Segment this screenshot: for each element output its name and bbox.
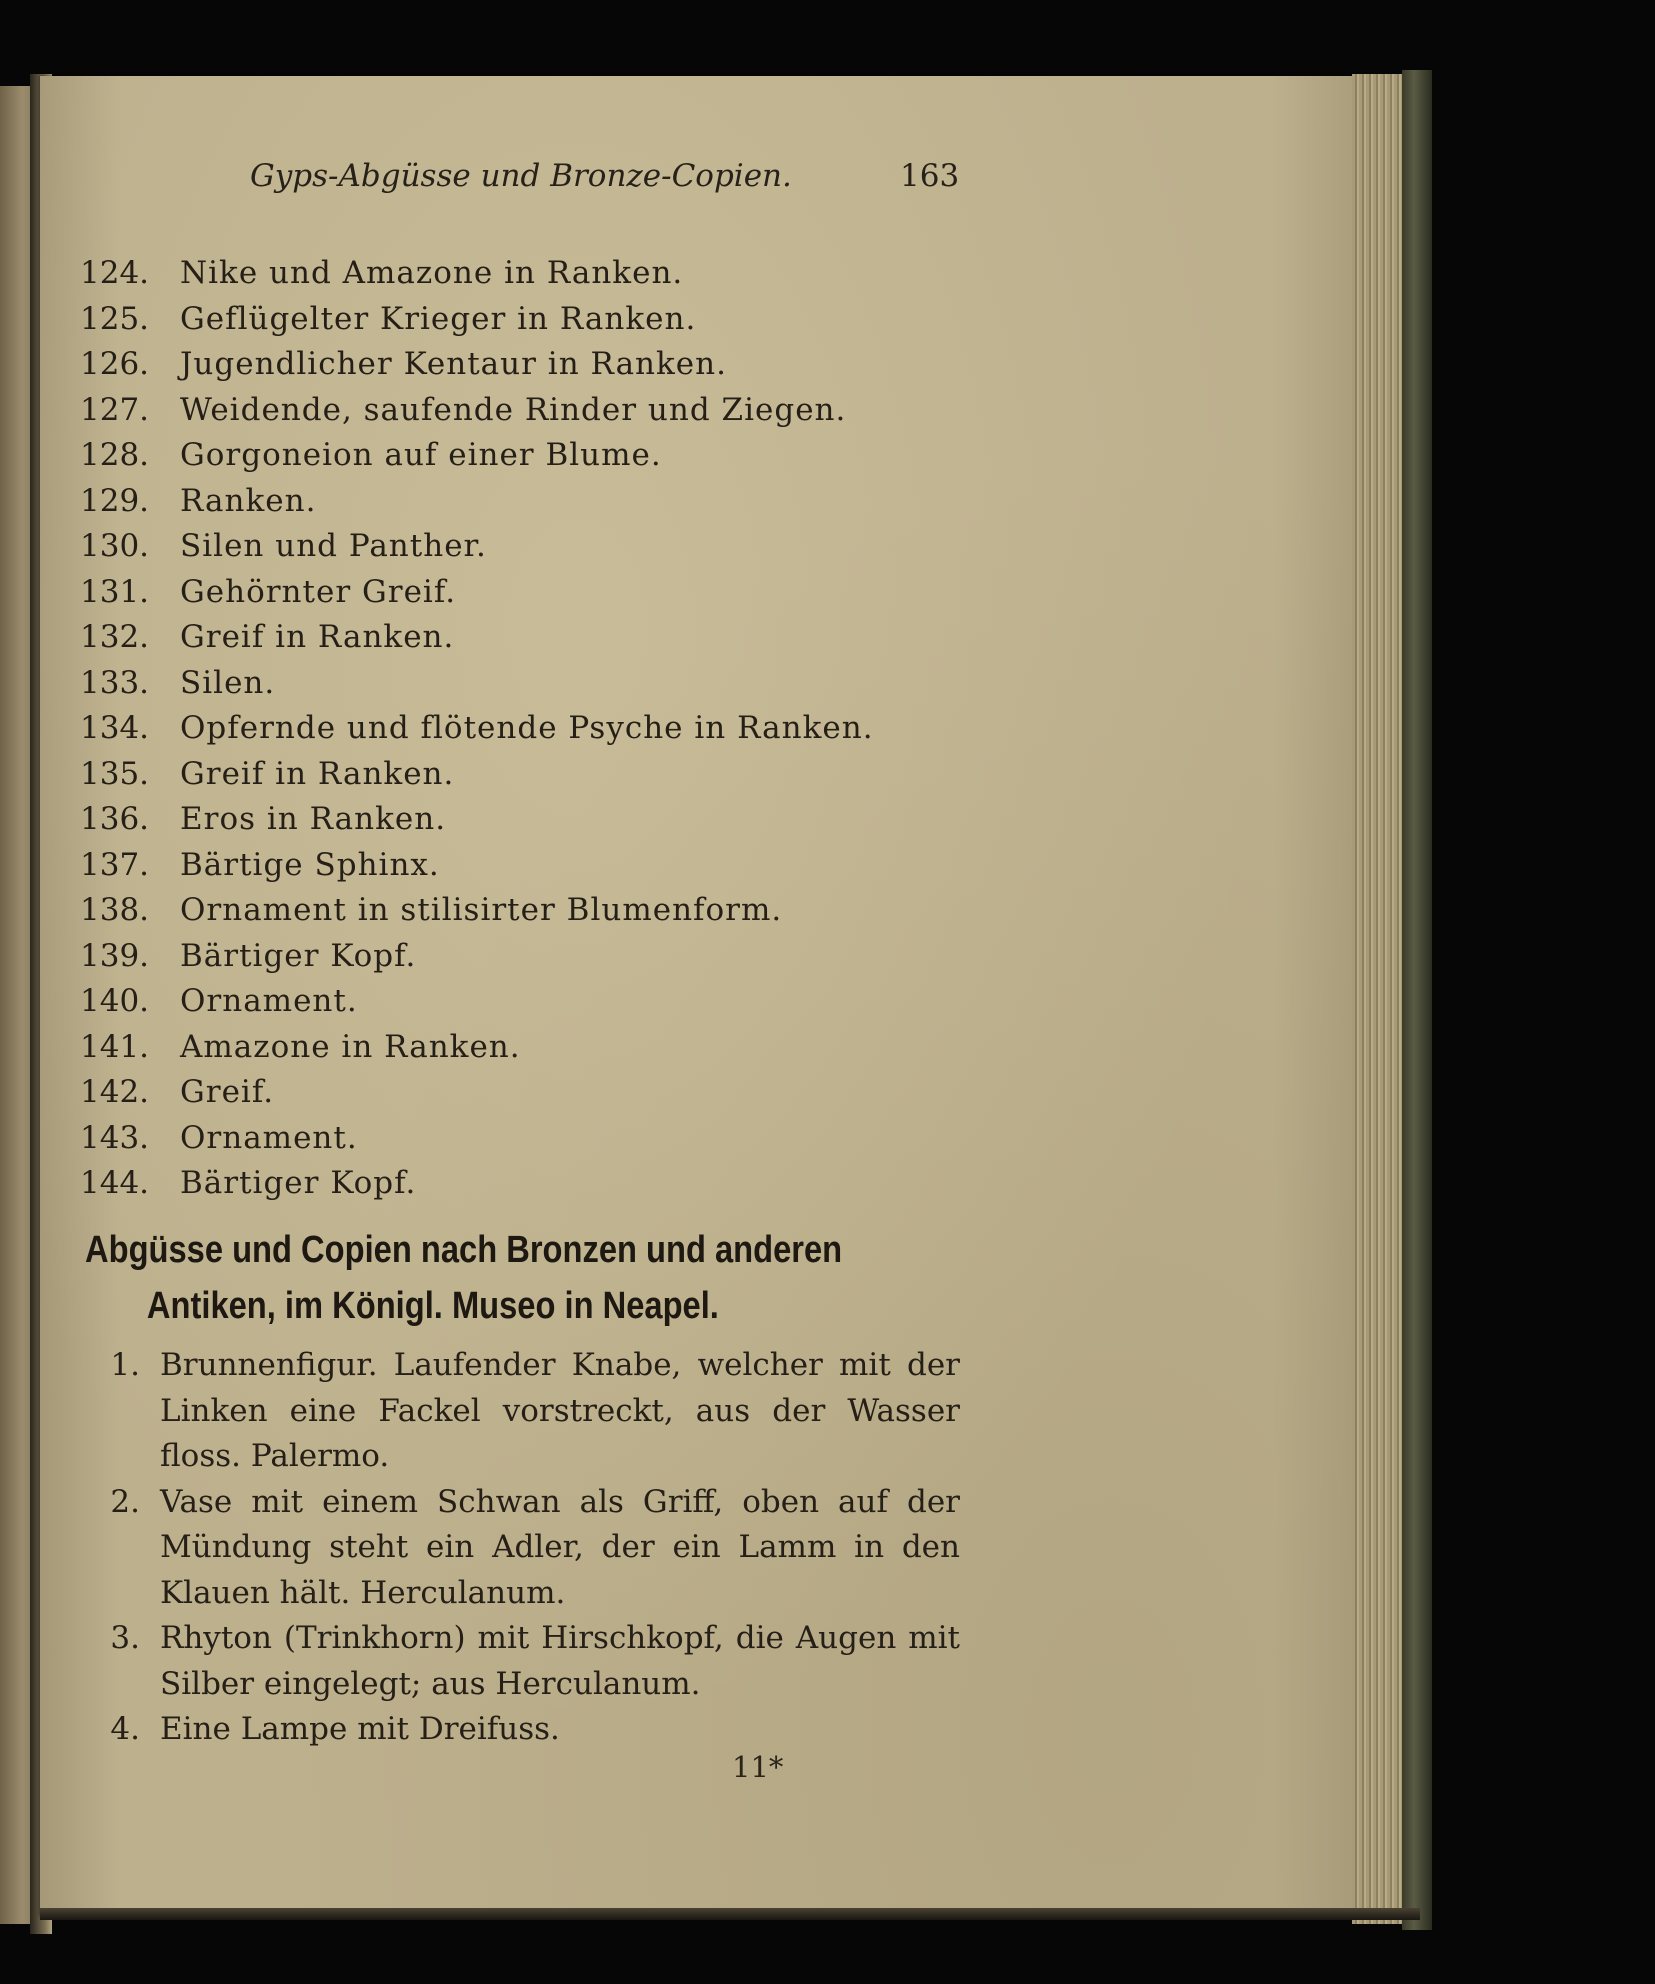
page-number: 163 [900,158,960,194]
list-item-text: Bärtige Sphinx. [180,846,440,883]
list-item-number: 131. [80,573,150,610]
list-item [80,934,980,980]
list-item-number: 142. [80,1074,150,1110]
list-item-text: Geflügelter Krieger in Ranken. [180,300,697,337]
list-item [80,888,980,934]
list-item-text: Bärtiger Kopf. [180,1165,417,1201]
list-item [80,570,980,616]
catalogue-entry [100,1707,960,1753]
list-item-number: 124. [80,255,150,291]
list-item-number: 130. [80,528,150,564]
list-item [80,433,980,479]
catalogue-entry [100,1343,960,1480]
entry-text: Eine Lampe mit Dreifuss. [160,1711,560,1747]
list-item [80,752,980,798]
list-item-text: Jugendlicher Kentaur in Ranken. [180,346,727,382]
entry-text: Vase mit einem Schwan als Griff, oben auf der Mündung steht ein Adler, der ein Lamm in den Klauen hält. Herculanum. [160,1483,960,1611]
entry-text: Brunnenfigur. Laufender Knabe, welcher mit der Linken eine Fackel vorstreckt, aus der Wasser floss. Palermo. [160,1347,960,1474]
list-item-number: 128. [80,437,150,473]
list-item [80,979,980,1025]
list-item-number: 139. [80,937,150,974]
catalogue-entry [100,1480,960,1617]
list-item-text: Weidende, saufende Rinder und Ziegen. [180,391,847,428]
list-item-number: 133. [80,664,150,701]
list-item-number: 134. [80,710,150,746]
list-item-number: 141. [80,1028,150,1065]
entry-number: 2. [110,1483,140,1520]
list-item [80,615,980,661]
list-item-text: Amazone in Ranken. [180,1028,521,1065]
list-item-number: 129. [80,482,150,519]
list-item-text: Greif in Ranken. [180,755,455,792]
list-item [80,251,980,297]
list-item [80,1161,980,1207]
entry-text: Rhyton (Trinkhorn) mit Hirschkopf, die Augen mit Silber eingelegt; aus Herculanum. [160,1620,960,1702]
catalogue-entries [100,1343,960,1753]
list-item-text: Greif in Ranken. [180,619,455,655]
entry-number: 1. [110,1347,140,1383]
entry-number: 4. [110,1711,140,1747]
running-head-title: Gyps-Abgüsse und Bronze-Copien. [250,158,792,194]
catalogue-entry [100,1616,960,1707]
list-item [80,661,980,707]
list-item [80,297,980,343]
list-item-number: 140. [80,983,150,1019]
list-item-text: Silen. [180,664,276,701]
list-item-text: Ranken. [180,482,317,519]
list-item [80,1116,980,1162]
list-item-text: Bärtiger Kopf. [180,937,417,974]
list-item-text: Gorgoneion auf einer Blume. [180,437,662,473]
list-item [80,1025,980,1071]
entry-number: 3. [110,1620,140,1656]
list-item [80,843,980,889]
list-item [80,479,980,525]
list-item-number: 127. [80,391,150,428]
list-item-number: 125. [80,300,150,337]
signature-mark: 11* [732,1750,784,1784]
list-item-text: Eros in Ranken. [180,801,447,837]
list-item-number: 136. [80,801,150,837]
list-item-text: Gehörnter Greif. [180,573,457,610]
list-item-number: 143. [80,1119,150,1156]
list-item-text: Silen und Panther. [180,528,487,564]
list-item [80,524,980,570]
list-item [80,706,980,752]
list-item-number: 144. [80,1165,150,1201]
list-item-number: 137. [80,846,150,883]
list-item-number: 135. [80,755,150,792]
list-item-number: 132. [80,619,150,655]
list-item-number: 138. [80,892,150,928]
list-item-text: Nike und Amazone in Ranken. [180,255,684,291]
list-item [80,797,980,843]
catalogue-list [80,251,980,1207]
list-item-text: Greif. [180,1074,275,1110]
list-item-text: Ornament. [180,1119,358,1156]
page-bottom-shadow [40,1908,1420,1920]
list-item [80,1070,980,1116]
list-item [80,342,980,388]
list-item-text: Ornament. [180,983,358,1019]
list-item-text: Ornament in stilisirter Blumenform. [180,892,783,928]
book-cover-edge [1402,70,1432,1930]
list-item [80,388,980,434]
section-heading-line-2: Antiken, im Königl. Museo in Neapel. [146,1285,719,1327]
section-heading [85,1222,842,1334]
list-item-number: 126. [80,346,150,382]
list-item-text: Opfernde und flötende Psyche in Ranken. [180,710,874,746]
section-heading-line-1: Abgüsse und Copien nach Bronzen und anderen [85,1229,843,1271]
